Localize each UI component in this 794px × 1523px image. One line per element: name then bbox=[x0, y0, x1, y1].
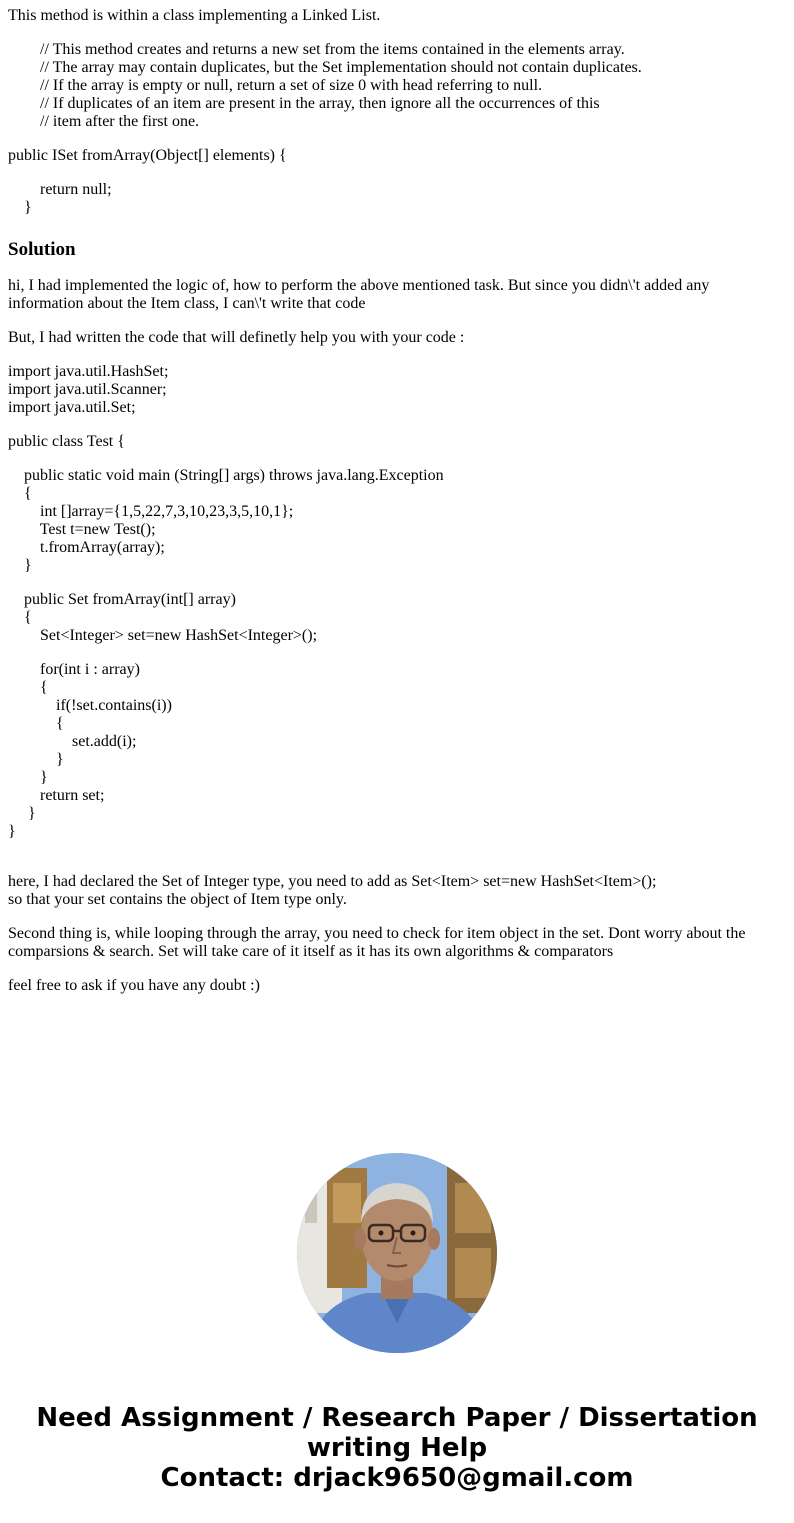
solution-heading: Solution bbox=[8, 239, 76, 260]
code-line: { bbox=[8, 679, 48, 696]
code-line: import java.util.HashSet; bbox=[8, 363, 169, 380]
code-line: { bbox=[8, 715, 64, 732]
avatar-portrait bbox=[297, 1153, 497, 1353]
comment-line: // The array may contain duplicates, but the Set implementation should not contain duplicates. bbox=[8, 59, 642, 76]
comment-line: // This method creates and returns a new set from the items contained in the elements array. bbox=[8, 41, 625, 58]
solution-note-cont: so that your set contains the object of Item type only. bbox=[8, 891, 347, 908]
solution-paragraph-1: hi, I had implemented the logic of, how to perform the above mentioned task. But since you didn\'t added any bbox=[8, 277, 710, 294]
code-line: int []array={1,5,22,7,3,10,23,3,5,10,1}; bbox=[8, 503, 294, 520]
code-line: { bbox=[8, 485, 32, 502]
document-body bbox=[8, 7, 786, 995]
code-line: } bbox=[8, 823, 16, 840]
code-line: Test t=new Test(); bbox=[8, 521, 156, 538]
question-body-line: } bbox=[8, 199, 32, 216]
code-line: } bbox=[8, 751, 64, 768]
code-line: import java.util.Set; bbox=[8, 399, 136, 416]
question-signature: public ISet fromArray(Object[] elements) { bbox=[8, 147, 287, 164]
code-line: public Set fromArray(int[] array) bbox=[8, 591, 236, 608]
code-line: import java.util.Scanner; bbox=[8, 381, 167, 398]
solution-paragraph-2: But, I had written the code that will definetly help you with your code : bbox=[8, 329, 465, 346]
footer-contact-line: Contact: drjack9650@gmail.com bbox=[160, 1463, 634, 1493]
code-main-method bbox=[8, 467, 786, 575]
code-fromarray-method bbox=[8, 591, 786, 841]
solution-paragraph-3-cont: comparsions & search. Set will take care of it itself as it has its own algorithms & comparators bbox=[8, 943, 614, 960]
question-intro: This method is within a class implementing a Linked List. bbox=[8, 7, 381, 24]
solution-note: here, I had declared the Set of Integer type, you need to add as Set<Item> set=new HashSet<Item>(); bbox=[8, 873, 657, 890]
question-body-line: return null; bbox=[8, 181, 112, 198]
code-line: { bbox=[8, 609, 32, 626]
question-comment-block bbox=[8, 41, 786, 131]
code-line: } bbox=[8, 805, 36, 822]
code-line: set.add(i); bbox=[8, 733, 137, 750]
comment-line: // If duplicates of an item are present in the array, then ignore all the occurrences of this bbox=[8, 95, 600, 112]
code-line: } bbox=[8, 557, 32, 574]
code-line: if(!set.contains(i)) bbox=[8, 697, 172, 714]
code-line: Set<Integer> set=new HashSet<Integer>(); bbox=[8, 627, 318, 644]
code-line: t.fromArray(array); bbox=[8, 539, 165, 556]
code-class-declaration: public class Test { bbox=[8, 433, 125, 450]
code-line: } bbox=[8, 769, 48, 786]
code-imports bbox=[8, 363, 786, 417]
code-line: public static void main (String[] args) throws java.lang.Exception bbox=[8, 467, 444, 484]
comment-line: // item after the first one. bbox=[8, 113, 200, 130]
footer-line: writing Help bbox=[306, 1433, 488, 1463]
comment-line: // If the array is empty or null, return a set of size 0 with head referring to null. bbox=[8, 77, 543, 94]
footer-line: Need Assignment / Research Paper / Dissertation bbox=[36, 1403, 758, 1433]
solution-paragraph-3: Second thing is, while looping through the array, you need to check for item object in the set. Dont worry about the bbox=[8, 925, 746, 942]
footer-contact-banner bbox=[0, 1403, 794, 1493]
solution-paragraph-1-cont: information about the Item class, I can\'t write that code bbox=[8, 295, 366, 312]
code-line: for(int i : array) bbox=[8, 661, 140, 678]
solution-closing: feel free to ask if you have any doubt :) bbox=[8, 977, 260, 994]
code-line: return set; bbox=[8, 787, 105, 804]
avatar bbox=[297, 1153, 497, 1353]
